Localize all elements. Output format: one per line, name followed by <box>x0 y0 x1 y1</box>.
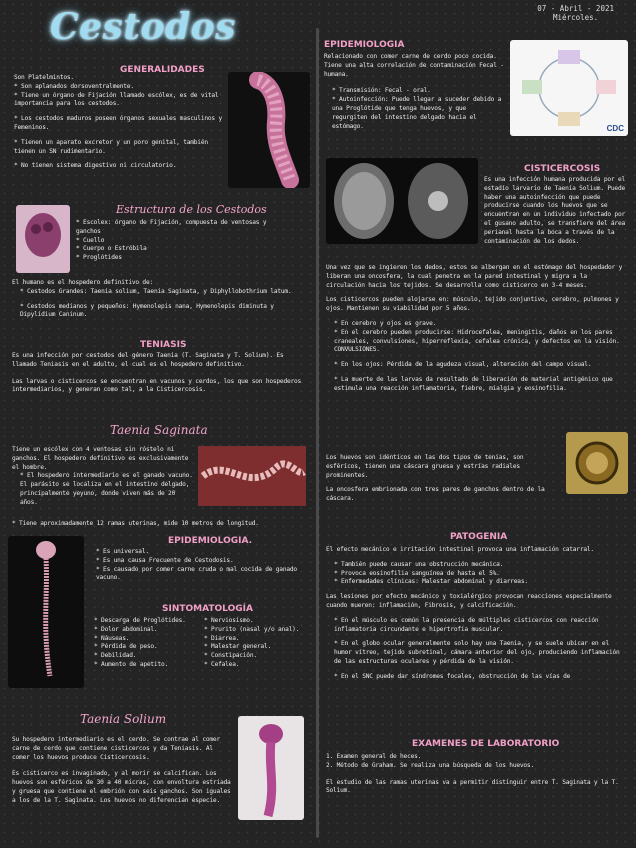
solium-text: Su hospedero intermediario es el cerdo. Se contrae al comer carne de cerdo que contiene cisticercos y da Teniasis. Al comer los huevos produce Cisticercosis. Es cisticerco es invaginado, y al morir se calcifican. Los huevos son esféricos de 30 a 40 micras, con envoltura estriada y gruesa que contiene el embrión con seis ganchos. Son iguales a los de la T. Saginata. Los huevos no diferencian especie. <box>12 736 231 804</box>
laboratorio-title: EXAMENES DE LABORATORIO <box>412 739 560 749</box>
patogenia-text: El efecto mecánico e irritación intestinal provoca una inflamación catarral. * También puede causar una obstrucción mecánica. * Provoca eosinofilia sanguínea de hasta el 5%. * Enfermedades clínicas: Malestar abdominal y diarreas. Las lesiones por efecto mecánico y toxialérgico provocan reacciones especialmente cuando mueren: inflamación, Fibrosis, y calcificación. * En el músculo es común la presencia de múltiples cisticercos con reacción inflamatoria circundante e hipertrofia muscular. * En el globo ocular generalmente solo hay una Taenia, y se suele ubicar en el humor vítreo, tejido subretinal, cámara anterior del ojo, produciendo inflamación de las estructuras oculares y pérdida de la visión. * En el SNC puede dar síndromes focales, obstrucción de las vías de <box>326 546 620 680</box>
estructura-title: Estructura de los Cestodos <box>116 203 267 216</box>
estructura-list: * Escolex: órgano de Fijación, compuesta de ventosas y ganchos * Cuello * Cuerpo o Estróbila * Proglótides <box>76 219 267 262</box>
scolex-photo <box>16 205 70 273</box>
symptom-item: * Malestar general. <box>204 643 271 651</box>
symptom-item: * Pérdida de peso. <box>94 643 158 651</box>
symptom-item: * Descarga de Proglótides. <box>94 617 186 624</box>
cdc-logo: CDC <box>606 124 624 133</box>
patogenia-title: PATOGENIA <box>450 532 508 542</box>
symptom-item: * Náuseas. <box>94 634 130 642</box>
epidemiologia-right-title: EPIDEMIOLOGIA <box>324 40 405 50</box>
symptom-item: * Debilidad. <box>94 652 137 660</box>
epidemiologia-left-title: EPIDEMIOLOGIA. <box>168 536 253 546</box>
teniasis-text: Es una infección por cestodos del género Taenia (T. Saginata y T. Solium). Es llamado Teniasis en el adulto, el cual es el hospedero definitivo. Las larvas o cisticercos se encuentran en vacunos y cerdos, los que son hospederos intermediarios, y generan como tal, a la Cisticercosis. <box>12 352 302 394</box>
sintomatologia-col1 <box>94 617 204 670</box>
symptom-item: * Prurito (nasal y/o anal). <box>204 625 300 633</box>
column-divider <box>316 28 319 838</box>
symptom-item: * Aumento de apetito. <box>94 660 169 668</box>
page-title: Cestodos <box>50 6 236 48</box>
egg-microscopy-photo <box>566 432 628 494</box>
epidemiologia-right-text: Relacionado con comer carne de cerdo poco cocida. Tiene una alta correlación de contaminación Fecal - humana. * Transmisión: Fecal - oral. * Autoinfección: Puede llegar a suceder debido a una Proglótide que tenga huevos, y que regurgiten del intestino delgado hacia el estómago. <box>324 53 504 130</box>
symptom-item: * Dolor abdominal. <box>94 625 158 633</box>
solium-photo <box>238 716 304 820</box>
solium-title: Taenia Solium <box>80 712 167 726</box>
symptom-item: * Cefalea. <box>204 660 240 668</box>
cisticercosis-title: CISTICERCOSIS <box>524 164 601 174</box>
cisticercosis-text: Una vez que se ingieren los dedos, estos se albergan en el estómago del hospedador y liberan una oncosfera, la cual penetra en la pared intestinal y migra a la circulación hacia los tejidos. Se desarrolla como cisticerco en 3-4 meses. Los cisticercos pueden alojarse en: músculo, tejido conjuntivo, cerebro, pulmones y ojos. Mantienen su viabilidad por 5 años. * En cerebro y ojos es grave. * En el cerebro pueden producirse: Hidrocefalea, meningitis, daños en los pares craneales, convulsiones, hiperreflexia, cefalea crónica, y defectos en la visión. CONVULSIONES. * En los ojos: Pérdida de la agudeza visual, alteración del campo visual. * La muerte de las larvas da resultado de liberación de material antigénico que estimula una reacción inflamatoria, fiebre, mialgia y eosinofilia. <box>326 264 623 392</box>
eggs-text: Los huevos son idénticos en las dos tipos de tenias, son esféricos, tienen una cáscara gruesa y estrías radiales prominentes. La oncosfera embrionada con tres pares de ganchos dentro de la cáscara. <box>326 454 545 503</box>
tapeworm-photo <box>228 72 310 188</box>
teniasis-title: TENIASIS <box>140 340 187 350</box>
laboratorio-text: 1. Examen general de heces. 2. Método de Graham. Se realiza una búsqueda de los huevos. El estudio de las ramas uterinas va a permitir distinguir entre T. Saginata y la T. Solium. <box>326 753 619 795</box>
saginata-title: Taenia Saginata <box>110 423 208 437</box>
brain-mri-photo <box>326 158 478 244</box>
date-author <box>537 4 614 22</box>
hospedero-text: El humano es el hospedero definitivo de: * Cestodos Grandes: Taenia solium, Taenia Saginata, y Diphyllobothrium latum. * Cestodos medianos y pequeños: Hymenolepis nana, Hymenolepis diminuta y Dipylidium Caninum. <box>12 279 292 319</box>
epidemiologia-left-text: * Es universal. * Es una causa Frecuente de Cestodosis. * Es causado por comer carne cruda o mal cocida de ganado vacuno. <box>96 548 297 582</box>
long-worm-photo <box>8 536 84 688</box>
sintomatologia-col2 <box>204 617 310 670</box>
cisticercosis-intro: Es una infección humana producida por el estadío larvario de Taenia Solium. Puede haber una autoinfección que puede producirse cuando los huevos que se encuentran en un individuo infectado por el gusano adulto, se transfiere del área perianal hasta la boca a través de la contaminación de los dedos. <box>484 176 626 245</box>
date-text: 07 - Abril - 2021 <box>537 4 614 13</box>
generalidades-text: Son Platelmintos. * Son aplanados dorsoventralmente. * Tiene un órgano de Fijación llamado escólex, es de vital importancia para los cestodos. * Los cestodos maduros poseen órganos sexuales masculinos y Femeninos. * Tienen un aparato excretor y un poro genital, también tienen un SN rudimentario. * No tienen sistema digestivo ni circulatorio. <box>14 74 222 170</box>
symptom-item: * Constipación. <box>204 652 257 660</box>
generalidades-title: GENERALIDADES <box>120 65 205 75</box>
sintomatologia-title: SINTOMATOLOGÍA <box>162 604 253 614</box>
lifecycle-diagram <box>510 40 628 136</box>
symptom-item: * Diarrea. <box>204 634 240 642</box>
saginata-photo <box>198 446 306 506</box>
symptom-item: * Nerviosismo. <box>204 617 254 624</box>
author-text: Miércoles. <box>553 13 599 22</box>
saginata-text: Tiene un escólex con 4 ventosas sin róstelo ni ganchos. El hospedero definitivo es exclusivamente el hombre. * El hospedero intermediario es el ganado vacuno. El parásito se localiza en el intestino delgado, principalmente yeyuno, donde viven más de 20 años. <box>12 446 193 506</box>
saginata-length: * Tiene aproximadamente 12 ramas uterinas, mide 10 metros de longitud. <box>12 520 259 527</box>
